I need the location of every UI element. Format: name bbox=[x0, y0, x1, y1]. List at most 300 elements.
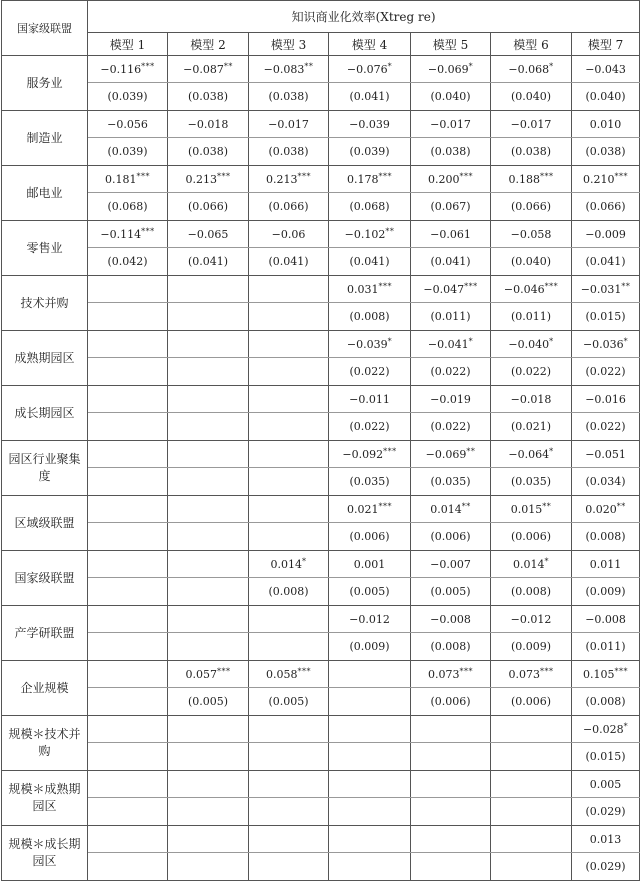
std-error-cell: (0.021) bbox=[491, 413, 572, 441]
table-row bbox=[2, 496, 640, 523]
coef-cell bbox=[88, 276, 168, 303]
coef-cell bbox=[88, 331, 168, 358]
coef-cell bbox=[411, 441, 491, 468]
coef-value: −0.008 bbox=[585, 613, 626, 626]
significance-stars: * bbox=[387, 62, 393, 71]
std-error-cell bbox=[491, 853, 572, 881]
coef-value: −0.076 bbox=[346, 63, 388, 76]
significance-stars: * bbox=[549, 62, 554, 71]
coef-cell bbox=[88, 826, 168, 853]
significance-stars: *** bbox=[141, 227, 155, 236]
table-row bbox=[2, 386, 640, 413]
coef-value: 0.057 bbox=[185, 668, 217, 681]
std-error-cell: (0.022) bbox=[572, 358, 640, 386]
coef-value: −0.018 bbox=[510, 393, 552, 406]
coef-cell bbox=[249, 276, 329, 303]
significance-stars: *** bbox=[464, 282, 478, 291]
coef-cell bbox=[491, 606, 572, 633]
table-row bbox=[2, 221, 640, 248]
coef-value: −0.043 bbox=[585, 63, 626, 76]
std-error-cell bbox=[329, 798, 411, 826]
coef-value: −0.116 bbox=[100, 63, 142, 76]
coef-cell bbox=[249, 221, 329, 248]
row-label: 制造业 bbox=[2, 111, 88, 166]
std-error-cell bbox=[329, 743, 411, 771]
std-error-cell bbox=[88, 633, 168, 661]
std-error-cell bbox=[168, 633, 249, 661]
std-error-cell: (0.034) bbox=[572, 468, 640, 496]
coef-cell bbox=[491, 441, 572, 468]
std-error-cell bbox=[88, 578, 168, 606]
coef-cell bbox=[411, 111, 491, 138]
coef-value: −0.016 bbox=[585, 393, 626, 406]
coef-cell bbox=[168, 771, 249, 798]
coef-value: 0.021 bbox=[347, 503, 379, 516]
coef-cell bbox=[249, 551, 329, 578]
coef-cell bbox=[168, 716, 249, 743]
coef-value: −0.046 bbox=[503, 283, 545, 296]
significance-stars: *** bbox=[141, 62, 155, 71]
std-error-cell bbox=[88, 743, 168, 771]
significance-stars: *** bbox=[297, 172, 311, 181]
significance-stars: *** bbox=[378, 282, 392, 291]
row-label: 区域级联盟 bbox=[2, 496, 88, 551]
std-error-cell: (0.038) bbox=[572, 138, 640, 166]
table-row bbox=[2, 303, 640, 331]
coef-cell bbox=[168, 276, 249, 303]
coef-cell bbox=[491, 331, 572, 358]
significance-stars: ** bbox=[223, 62, 233, 71]
table-row bbox=[2, 413, 640, 441]
row-label: 产学研联盟 bbox=[2, 606, 88, 661]
table-row bbox=[2, 716, 640, 743]
std-error-cell: (0.040) bbox=[491, 83, 572, 111]
coef-cell bbox=[411, 276, 491, 303]
coef-cell bbox=[329, 441, 411, 468]
significance-stars: ** bbox=[304, 62, 314, 71]
std-error-cell: (0.067) bbox=[411, 193, 491, 221]
std-error-cell: (0.068) bbox=[88, 193, 168, 221]
std-error-cell bbox=[168, 578, 249, 606]
coef-cell bbox=[249, 386, 329, 413]
std-error-cell bbox=[88, 303, 168, 331]
table-row bbox=[2, 111, 640, 138]
coef-value: 0.015 bbox=[510, 503, 543, 516]
coef-cell bbox=[572, 56, 640, 83]
coef-cell bbox=[329, 166, 411, 193]
coef-cell bbox=[249, 661, 329, 688]
std-error-cell: (0.040) bbox=[411, 83, 491, 111]
coef-cell bbox=[88, 111, 168, 138]
coef-cell bbox=[329, 551, 411, 578]
std-error-cell bbox=[88, 853, 168, 881]
row-label: 服务业 bbox=[2, 56, 88, 111]
coef-cell bbox=[411, 496, 491, 523]
coef-value: −0.012 bbox=[349, 613, 390, 626]
std-error-cell: (0.022) bbox=[411, 358, 491, 386]
significance-stars: * bbox=[387, 337, 393, 346]
std-error-cell: (0.035) bbox=[491, 468, 572, 496]
std-error-cell: (0.011) bbox=[491, 303, 572, 331]
coef-cell bbox=[249, 331, 329, 358]
significance-stars: * bbox=[468, 337, 474, 346]
std-error-cell: (0.038) bbox=[168, 138, 249, 166]
std-error-cell: (0.041) bbox=[572, 248, 640, 276]
row-label: 零售业 bbox=[2, 221, 88, 276]
row-label: 国家级联盟 bbox=[2, 551, 88, 606]
std-error-cell bbox=[491, 743, 572, 771]
std-error-cell bbox=[411, 798, 491, 826]
table-row bbox=[2, 166, 640, 193]
coef-cell bbox=[329, 606, 411, 633]
std-error-cell: (0.008) bbox=[491, 578, 572, 606]
std-error-cell: (0.006) bbox=[411, 523, 491, 551]
significance-stars: *** bbox=[217, 172, 231, 181]
coef-value: −0.011 bbox=[349, 393, 390, 406]
std-error-cell bbox=[88, 688, 168, 716]
std-error-cell: (0.038) bbox=[249, 138, 329, 166]
coef-value: −0.007 bbox=[430, 558, 471, 571]
coef-cell bbox=[411, 56, 491, 83]
coef-value: −0.065 bbox=[187, 228, 229, 241]
table-row bbox=[2, 56, 640, 83]
std-error-cell: (0.042) bbox=[88, 248, 168, 276]
coef-value: 0.001 bbox=[353, 558, 386, 571]
significance-stars: * bbox=[468, 62, 474, 71]
std-error-cell: (0.066) bbox=[572, 193, 640, 221]
std-error-cell bbox=[329, 853, 411, 881]
coef-value: 0.011 bbox=[589, 558, 622, 571]
significance-stars: * bbox=[549, 337, 554, 346]
coef-value: 0.188 bbox=[508, 173, 540, 186]
std-error-cell: (0.008) bbox=[329, 303, 411, 331]
table-body bbox=[2, 56, 640, 881]
coef-cell bbox=[572, 551, 640, 578]
significance-stars: *** bbox=[459, 172, 473, 181]
model-header: 模型 4 bbox=[329, 33, 411, 56]
coef-cell bbox=[249, 111, 329, 138]
coef-cell bbox=[88, 166, 168, 193]
coef-value: 0.178 bbox=[347, 173, 379, 186]
coef-value: 0.005 bbox=[589, 778, 622, 791]
std-error-cell bbox=[168, 303, 249, 331]
coef-cell bbox=[329, 716, 411, 743]
std-error-cell: (0.008) bbox=[249, 578, 329, 606]
significance-stars: *** bbox=[614, 667, 629, 676]
row-label: 规模＊技术并购 bbox=[2, 716, 88, 771]
coef-cell bbox=[329, 386, 411, 413]
coef-value: −0.017 bbox=[430, 118, 471, 131]
std-error-cell bbox=[491, 798, 572, 826]
coef-value: 0.014 bbox=[513, 558, 545, 571]
coef-value: −0.102 bbox=[344, 228, 386, 241]
coef-cell bbox=[491, 276, 572, 303]
coef-value: −0.019 bbox=[430, 393, 471, 406]
std-error-cell: (0.005) bbox=[411, 578, 491, 606]
coef-cell bbox=[249, 606, 329, 633]
std-error-cell bbox=[249, 413, 329, 441]
std-error-cell: (0.041) bbox=[329, 248, 411, 276]
coef-cell bbox=[249, 826, 329, 853]
table-row bbox=[2, 358, 640, 386]
coef-cell bbox=[572, 111, 640, 138]
std-error-cell: (0.022) bbox=[329, 413, 411, 441]
std-error-cell: (0.006) bbox=[491, 688, 572, 716]
std-error-cell bbox=[411, 853, 491, 881]
std-error-cell bbox=[168, 523, 249, 551]
std-error-cell: (0.039) bbox=[329, 138, 411, 166]
coef-value: −0.047 bbox=[423, 283, 465, 296]
coef-cell bbox=[329, 826, 411, 853]
std-error-cell: (0.022) bbox=[572, 413, 640, 441]
coef-cell bbox=[168, 661, 249, 688]
coef-cell bbox=[88, 386, 168, 413]
table-row bbox=[2, 551, 640, 578]
coef-cell bbox=[572, 606, 640, 633]
significance-stars: *** bbox=[217, 667, 231, 676]
coef-cell bbox=[168, 441, 249, 468]
coef-value: −0.041 bbox=[427, 338, 469, 351]
coef-cell bbox=[168, 826, 249, 853]
coef-value: 0.105 bbox=[583, 668, 615, 681]
significance-stars: *** bbox=[378, 172, 392, 181]
coef-cell bbox=[88, 771, 168, 798]
table-row bbox=[2, 606, 640, 633]
coef-value: −0.009 bbox=[585, 228, 626, 241]
coef-value: −0.069 bbox=[427, 63, 469, 76]
table-row bbox=[2, 771, 640, 798]
row-label: 园区行业聚集度 bbox=[2, 441, 88, 496]
std-error-cell: (0.039) bbox=[88, 138, 168, 166]
model-header: 模型 5 bbox=[411, 33, 491, 56]
coef-cell bbox=[411, 386, 491, 413]
coef-cell bbox=[168, 166, 249, 193]
significance-stars: ** bbox=[542, 502, 552, 511]
coef-value: −0.028 bbox=[582, 723, 624, 736]
significance-stars: *** bbox=[378, 502, 392, 511]
coef-value: −0.012 bbox=[510, 613, 552, 626]
std-error-cell: (0.011) bbox=[411, 303, 491, 331]
coef-value: −0.064 bbox=[508, 448, 550, 461]
coef-cell bbox=[88, 496, 168, 523]
coef-cell bbox=[168, 331, 249, 358]
coef-cell bbox=[411, 551, 491, 578]
coef-value: −0.083 bbox=[263, 63, 305, 76]
std-error-cell: (0.038) bbox=[411, 138, 491, 166]
coef-cell bbox=[411, 221, 491, 248]
coef-cell bbox=[411, 826, 491, 853]
significance-stars: *** bbox=[540, 172, 554, 181]
coef-value: −0.017 bbox=[510, 118, 552, 131]
coef-cell bbox=[168, 606, 249, 633]
coef-cell bbox=[249, 496, 329, 523]
std-error-cell bbox=[249, 853, 329, 881]
std-error-cell: (0.066) bbox=[168, 193, 249, 221]
significance-stars: ** bbox=[616, 502, 626, 511]
coef-value: −0.068 bbox=[508, 63, 550, 76]
coef-cell bbox=[572, 386, 640, 413]
std-error-cell bbox=[249, 468, 329, 496]
coef-cell bbox=[572, 496, 640, 523]
std-error-cell: (0.011) bbox=[572, 633, 640, 661]
coef-value: 0.181 bbox=[105, 173, 137, 186]
std-error-cell: (0.006) bbox=[411, 688, 491, 716]
coef-cell bbox=[249, 716, 329, 743]
table-row bbox=[2, 441, 640, 468]
std-error-cell bbox=[88, 468, 168, 496]
significance-stars: *** bbox=[136, 172, 150, 181]
coef-value: −0.114 bbox=[100, 228, 142, 241]
coef-value: −0.017 bbox=[268, 118, 309, 131]
coef-cell bbox=[491, 496, 572, 523]
coef-cell bbox=[572, 771, 640, 798]
coef-cell bbox=[88, 551, 168, 578]
significance-stars: ** bbox=[461, 502, 471, 511]
coef-cell bbox=[88, 606, 168, 633]
table-row bbox=[2, 83, 640, 111]
std-error-cell bbox=[329, 688, 411, 716]
coef-cell bbox=[572, 166, 640, 193]
coef-cell bbox=[88, 221, 168, 248]
table-row bbox=[2, 743, 640, 771]
std-error-cell bbox=[249, 798, 329, 826]
significance-stars: ** bbox=[621, 282, 631, 291]
coef-cell bbox=[411, 166, 491, 193]
coef-cell bbox=[572, 716, 640, 743]
coef-value: 0.013 bbox=[589, 833, 622, 846]
coef-cell bbox=[491, 661, 572, 688]
std-error-cell: (0.009) bbox=[491, 633, 572, 661]
std-error-cell bbox=[88, 523, 168, 551]
table-row bbox=[2, 688, 640, 716]
std-error-cell bbox=[168, 853, 249, 881]
std-error-cell bbox=[249, 633, 329, 661]
coef-cell bbox=[491, 221, 572, 248]
std-error-cell: (0.006) bbox=[491, 523, 572, 551]
table-row bbox=[2, 578, 640, 606]
table-row bbox=[2, 826, 640, 853]
coef-cell bbox=[329, 331, 411, 358]
coef-cell bbox=[491, 771, 572, 798]
std-error-cell bbox=[168, 413, 249, 441]
table-row bbox=[2, 248, 640, 276]
regression-table bbox=[1, 0, 640, 881]
coef-cell bbox=[491, 56, 572, 83]
std-error-cell: (0.041) bbox=[168, 248, 249, 276]
coef-value: −0.051 bbox=[585, 448, 626, 461]
std-error-cell: (0.008) bbox=[572, 688, 640, 716]
coef-cell bbox=[168, 386, 249, 413]
std-error-cell: (0.038) bbox=[491, 138, 572, 166]
coef-value: 0.073 bbox=[428, 668, 460, 681]
table-row bbox=[2, 661, 640, 688]
std-error-cell bbox=[411, 743, 491, 771]
significance-stars: *** bbox=[459, 667, 473, 676]
std-error-cell: (0.035) bbox=[411, 468, 491, 496]
coef-value: 0.213 bbox=[185, 173, 217, 186]
coef-value: −0.036 bbox=[582, 338, 624, 351]
coef-cell bbox=[491, 826, 572, 853]
std-error-cell: (0.041) bbox=[411, 248, 491, 276]
coef-cell bbox=[491, 111, 572, 138]
significance-stars: *** bbox=[614, 172, 629, 181]
table-row bbox=[2, 853, 640, 881]
coef-cell bbox=[168, 221, 249, 248]
coef-cell bbox=[329, 771, 411, 798]
std-error-cell: (0.029) bbox=[572, 853, 640, 881]
std-error-cell bbox=[168, 358, 249, 386]
model-header-row bbox=[2, 33, 640, 56]
coef-cell bbox=[88, 441, 168, 468]
model-header: 模型 7 bbox=[572, 33, 640, 56]
coef-cell bbox=[411, 606, 491, 633]
std-error-cell: (0.005) bbox=[249, 688, 329, 716]
std-error-cell bbox=[88, 358, 168, 386]
coef-value: −0.061 bbox=[430, 228, 471, 241]
coef-cell bbox=[249, 56, 329, 83]
std-error-cell bbox=[249, 523, 329, 551]
coef-value: 0.200 bbox=[428, 173, 460, 186]
std-error-cell: (0.038) bbox=[168, 83, 249, 111]
coef-cell bbox=[491, 386, 572, 413]
std-error-cell: (0.022) bbox=[491, 358, 572, 386]
std-error-cell: (0.041) bbox=[329, 83, 411, 111]
coef-value: −0.058 bbox=[510, 228, 552, 241]
coef-cell bbox=[572, 441, 640, 468]
significance-stars: *** bbox=[544, 282, 559, 291]
corner-label: 国家级联盟 bbox=[2, 1, 88, 56]
coef-cell bbox=[249, 166, 329, 193]
table-row bbox=[2, 276, 640, 303]
table-row bbox=[2, 798, 640, 826]
significance-stars: * bbox=[623, 337, 629, 346]
coef-cell bbox=[411, 771, 491, 798]
row-label: 企业规模 bbox=[2, 661, 88, 716]
coef-value: 0.213 bbox=[266, 173, 298, 186]
std-error-cell bbox=[168, 743, 249, 771]
coef-cell bbox=[572, 276, 640, 303]
row-label: 邮电业 bbox=[2, 166, 88, 221]
std-error-cell bbox=[249, 303, 329, 331]
coef-value: 0.210 bbox=[583, 173, 615, 186]
significance-stars: * bbox=[623, 722, 629, 731]
coef-cell bbox=[88, 661, 168, 688]
std-error-cell: (0.008) bbox=[572, 523, 640, 551]
std-error-cell: (0.068) bbox=[329, 193, 411, 221]
significance-stars: *** bbox=[297, 667, 311, 676]
coef-cell bbox=[411, 331, 491, 358]
table-row bbox=[2, 193, 640, 221]
coef-cell bbox=[329, 661, 411, 688]
model-header: 模型 2 bbox=[168, 33, 249, 56]
std-error-cell: (0.005) bbox=[329, 578, 411, 606]
coef-value: −0.031 bbox=[580, 283, 622, 296]
coef-value: −0.039 bbox=[349, 118, 390, 131]
coef-cell bbox=[491, 551, 572, 578]
coef-value: 0.010 bbox=[589, 118, 622, 131]
coef-cell bbox=[329, 496, 411, 523]
coef-cell bbox=[168, 56, 249, 83]
std-error-cell: (0.035) bbox=[329, 468, 411, 496]
std-error-cell: (0.015) bbox=[572, 303, 640, 331]
coef-value: 0.014 bbox=[430, 503, 462, 516]
std-error-cell: (0.041) bbox=[249, 248, 329, 276]
coef-cell bbox=[572, 661, 640, 688]
coef-value: 0.020 bbox=[585, 503, 617, 516]
coef-cell bbox=[329, 111, 411, 138]
coef-cell bbox=[329, 221, 411, 248]
table-row bbox=[2, 331, 640, 358]
